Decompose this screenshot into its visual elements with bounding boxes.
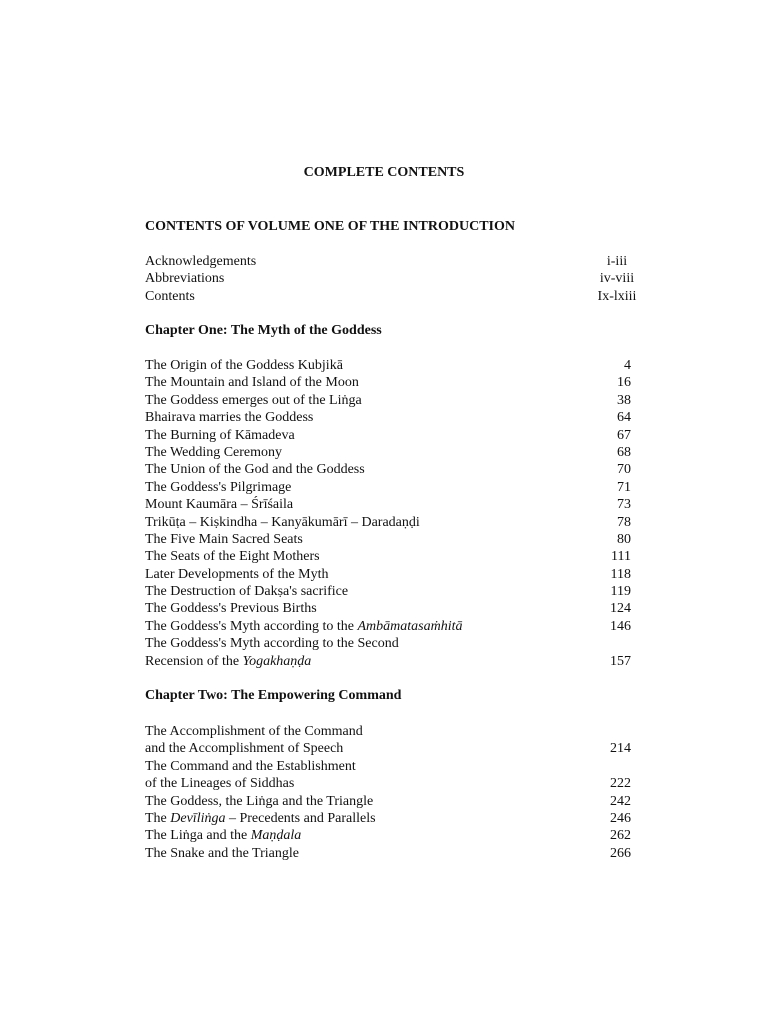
toc-entry-label: and the Accomplishment of Speech: [145, 741, 344, 757]
toc-entry: [145, 845, 631, 862]
toc-entry: [145, 496, 631, 513]
toc-entry-label: Recension of the Yogakhaṇḍa: [145, 653, 312, 669]
page-title: COMPLETE CONTENTS: [303, 165, 465, 180]
toc-entry: [145, 444, 631, 461]
toc-entry-page: 71: [617, 479, 631, 495]
toc-entry: [145, 253, 645, 270]
toc-entry-label: The Seats of the Eight Mothers: [145, 549, 320, 565]
toc-entry: [145, 600, 631, 617]
toc-entry-page: 38: [617, 392, 631, 408]
toc-entry: [145, 775, 631, 792]
toc-entry-label: The Burning of Kāmadeva: [145, 427, 295, 443]
toc-entry-label: The Wedding Ceremony: [145, 444, 283, 460]
toc-entry-page: 68: [617, 444, 631, 460]
toc-entry-label: The Mountain and Island of the Moon: [145, 375, 359, 391]
toc-entry: [145, 548, 631, 565]
toc-entry-page: 214: [610, 741, 631, 757]
toc-entry-label: Abbreviations: [145, 271, 225, 287]
toc-entry: [145, 427, 631, 444]
toc-entry-page: 118: [610, 566, 631, 582]
toc-entry-page: 222: [610, 776, 631, 792]
toc-entry-label: Mount Kaumāra – Śrīśaila: [145, 497, 294, 513]
toc-entry-page: 266: [610, 845, 631, 861]
toc-entry: [145, 653, 631, 670]
toc-entry: [145, 723, 631, 740]
toc-entry-page: 119: [610, 584, 631, 600]
toc-entry-label: The Liṅga and the Maṇḍala: [145, 828, 302, 844]
toc-entry: [145, 461, 631, 478]
toc-entry-label: The Accomplishment of the Command: [145, 724, 363, 739]
toc-entry: [145, 583, 631, 600]
toc-entry-page: 242: [610, 793, 631, 809]
toc-entry: [145, 635, 631, 652]
toc-entry-page: 64: [617, 410, 631, 426]
toc-entry: [145, 357, 631, 374]
toc-entry: [145, 566, 631, 583]
toc-entry-page: 80: [617, 531, 631, 547]
toc-entry-label: The Goddess, the Liṅga and the Triangle: [145, 793, 374, 809]
toc-entry: [145, 270, 645, 287]
toc-entry-label: The Goddess's Previous Births: [145, 601, 317, 617]
toc-entry: [145, 514, 631, 531]
toc-entry: [145, 479, 631, 496]
toc-entry-label: Contents: [145, 288, 195, 304]
toc-entry-label: Bhairava marries the Goddess: [145, 410, 314, 426]
toc-entry-page: 111: [611, 549, 631, 565]
toc-entry-label: The Union of the God and the Goddess: [145, 462, 365, 478]
toc-entry-page: 70: [617, 462, 631, 478]
toc-entry: [145, 810, 631, 827]
toc-entry-page: 246: [610, 810, 631, 826]
toc-entry-label: Trikūṭa – Kiṣkindha – Kanyākumārī – Daradaṇḍi: [145, 514, 420, 530]
toc-entry: [145, 740, 631, 757]
toc-entry: [145, 758, 631, 775]
toc-entry-label: The Destruction of Dakṣa's sacrifice: [145, 584, 349, 600]
toc-entry: [145, 618, 631, 635]
chapter-one-list: [145, 357, 631, 670]
front-matter-list: [145, 253, 645, 305]
toc-entry-page: 124: [610, 601, 631, 617]
toc-entry: [145, 793, 631, 810]
chapter-two-heading: Chapter Two: The Empowering Command: [145, 688, 402, 703]
toc-entry-label: Later Developments of the Myth: [145, 566, 329, 582]
toc-entry-page: 262: [610, 828, 631, 844]
toc-entry-label: The Snake and the Triangle: [145, 845, 299, 861]
toc-entry: [145, 374, 631, 391]
toc-entry-label: The Goddess's Myth according to the Ambāmatasaṁhitā: [145, 618, 463, 634]
toc-entry-label: The Goddess's Myth according to the Second: [145, 636, 399, 652]
toc-entry-label: Acknowledgements: [145, 254, 257, 269]
toc-entry-label: The Origin of the Goddess Kubjikā: [145, 358, 343, 373]
toc-entry-page: 67: [617, 427, 631, 443]
toc-entry-page: iv-viii: [599, 271, 635, 287]
toc-entry-page: 78: [617, 514, 631, 530]
toc-entry: [145, 531, 631, 548]
toc-entry-label: of the Lineages of Siddhas: [145, 776, 295, 792]
toc-entry-label: The Goddess's Pilgrimage: [145, 479, 292, 495]
chapter-one-heading: Chapter One: The Myth of the Goddess: [145, 323, 382, 338]
toc-entry-label: The Devīliṅga – Precedents and Parallels: [145, 810, 376, 826]
toc-entry-page: Ix-lxiii: [597, 288, 637, 304]
chapter-two-list: [145, 723, 631, 862]
toc-entry-page: i-iii: [606, 254, 628, 269]
toc-entry-page: 73: [617, 497, 631, 513]
toc-entry: [145, 392, 631, 409]
toc-entry-label: The Command and the Establishment: [145, 758, 356, 774]
toc-entry-page: 157: [610, 653, 631, 669]
toc-entry: [145, 827, 631, 844]
toc-entry: [145, 288, 645, 305]
toc-entry: [145, 409, 631, 426]
toc-entry-page: 4: [624, 358, 631, 373]
toc-entry-page: 16: [617, 375, 631, 391]
toc-entry-label: The Goddess emerges out of the Liṅga: [145, 392, 362, 408]
toc-entry-label: The Five Main Sacred Seats: [145, 531, 303, 547]
toc-entry-page: 146: [610, 618, 631, 634]
section-heading: CONTENTS OF VOLUME ONE OF THE INTRODUCTION: [145, 219, 515, 234]
